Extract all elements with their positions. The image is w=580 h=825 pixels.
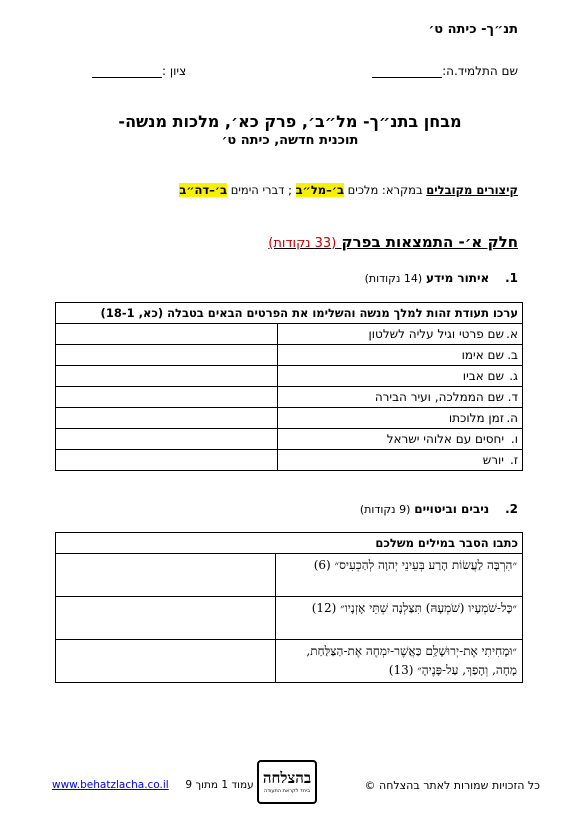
- melachim-text: : מלכים: [343, 183, 386, 197]
- part-a-heading: [268, 233, 518, 251]
- divrei-text: ; דברי הימים: [227, 183, 296, 197]
- row-text: יחסים עם אלוהי ישראל: [386, 432, 504, 446]
- q2-number: 2.: [505, 502, 518, 516]
- q1-answer-cell[interactable]: [56, 450, 278, 471]
- abbreviations-label: קיצורים מקובלים: [426, 183, 518, 197]
- q1-row-label: [278, 408, 523, 429]
- q1-row-label: [278, 450, 523, 471]
- q2-answer-cell[interactable]: [56, 640, 276, 683]
- q2-table: [55, 532, 523, 683]
- part-a-title: חלק א׳- התמצאות בפרק: [341, 233, 518, 251]
- q2-table-header-row: [56, 533, 523, 554]
- row-text: שם פרטי וגיל עליה לשלטון: [368, 327, 504, 341]
- exam-subtitle: תוכנית חדשה, כיתה ט׳: [221, 133, 359, 148]
- q1-table-header-row: [56, 303, 523, 324]
- table-row: [56, 366, 523, 387]
- page-number: עמוד 1 מתוך 9: [185, 779, 254, 791]
- table-row: [56, 597, 523, 640]
- grade-line[interactable]: [92, 66, 162, 78]
- logo-text: בהצלחה: [262, 769, 312, 787]
- q1-row-label: [278, 366, 523, 387]
- abbreviations-label-suffix: במקרא: [385, 183, 427, 197]
- behatzlacha-logo: [257, 760, 317, 804]
- student-name-line[interactable]: [372, 66, 442, 78]
- melachim-abbr: ב׳–מל״ב: [295, 183, 344, 197]
- q2-title: ניבים וביטויים: [414, 502, 490, 516]
- site-link[interactable]: www.behatzlacha.co.il: [52, 779, 169, 791]
- student-name-label: שם התלמיד.ה:: [442, 64, 518, 78]
- q2-points: (9 נקודות): [359, 503, 411, 516]
- divrei-abbr: ב׳–דה״ב: [179, 183, 228, 197]
- grade-field[interactable]: [92, 64, 186, 78]
- q2-table-header: כתבו הסבר במילים משלכם: [56, 533, 523, 554]
- q1-number: 1.: [505, 271, 518, 285]
- q1-table-header: ערכו תעודת זהות למלך מנשה והשלימו את הפרטים הבאים בטבלה (כא, 18-1): [56, 303, 523, 324]
- grade-label: ציון :: [162, 64, 187, 78]
- table-row: [56, 429, 523, 450]
- q1-row-label: [278, 324, 523, 345]
- table-row: [56, 554, 523, 597]
- q1-heading: [365, 271, 518, 285]
- q1-row-label: [278, 429, 523, 450]
- q1-row-label: [278, 387, 523, 408]
- table-row: [56, 450, 523, 471]
- table-row: [56, 324, 523, 345]
- q1-answer-cell[interactable]: [56, 345, 278, 366]
- footer-left: [52, 779, 254, 791]
- row-letter: א.: [506, 327, 518, 341]
- abbreviations-line: [179, 183, 518, 197]
- q1-table: [55, 302, 523, 471]
- row-letter: ב.: [507, 348, 518, 362]
- q1-title: איתור מידע: [425, 271, 490, 285]
- q2-phrase-cell: ״כָּל-שֹׁמְעָיו (שֹׁמְעָהּ) תִּצַּלְנָה שְׁתֵּי אָזְנָיו״ (12): [276, 597, 523, 640]
- q1-answer-cell[interactable]: [56, 324, 278, 345]
- q2-heading: [360, 502, 518, 516]
- q2-phrase-cell: ״הִרְבָּה לַעֲשׂוֹת הָרַע בְּעֵינֵי יְהוָה לְהַכְעִיס״ (6): [276, 554, 523, 597]
- q1-points: (14 נקודות): [364, 272, 423, 285]
- table-row: [56, 387, 523, 408]
- q1-answer-cell[interactable]: [56, 366, 278, 387]
- row-text: שם הממלכה, ועיר הבירה: [374, 390, 504, 404]
- row-letter: ה.: [506, 411, 518, 425]
- table-row: [56, 408, 523, 429]
- part-a-points: (33 נקודות): [268, 236, 337, 251]
- q1-row-label: [278, 345, 523, 366]
- q1-answer-cell[interactable]: [56, 408, 278, 429]
- q1-answer-cell[interactable]: [56, 387, 278, 408]
- row-text: יורש: [482, 453, 504, 467]
- q2-answer-cell[interactable]: [56, 597, 276, 640]
- copyright-text: כל הזכויות שמורות לאתר בהצלחה ©: [364, 779, 540, 792]
- row-text: שם אביו: [462, 369, 504, 383]
- table-row: [56, 640, 523, 683]
- row-letter: ג.: [509, 369, 518, 383]
- exam-title: מבחן בתנ״ך- מל״ב׳, פרק כא׳, מלכות מנשה-: [118, 112, 462, 131]
- q2-phrase-cell: ״וּמָחִיתִי אֶת-יְרוּשָׁלִַם כַּאֲשֶׁר-יִמְחֶה אֶת-הַצַּלַּחַת, מָחָה, וְהָפַךְ, עַל-פָּנֶיהָ״ (13): [276, 640, 523, 683]
- logo-subtext: ביחד לקראת התעודה: [263, 788, 311, 794]
- row-letter: ד.: [507, 390, 518, 404]
- q2-answer-cell[interactable]: [56, 554, 276, 597]
- row-letter: ז.: [510, 453, 518, 467]
- course-header: תנ״ך- כיתה ט׳: [428, 22, 518, 37]
- student-name-field[interactable]: [372, 64, 518, 78]
- row-text: זמן מלוכתו: [448, 411, 504, 425]
- q1-answer-cell[interactable]: [56, 429, 278, 450]
- row-text: שם אימו: [461, 348, 504, 362]
- table-row: [56, 345, 523, 366]
- row-letter: ו.: [510, 432, 518, 446]
